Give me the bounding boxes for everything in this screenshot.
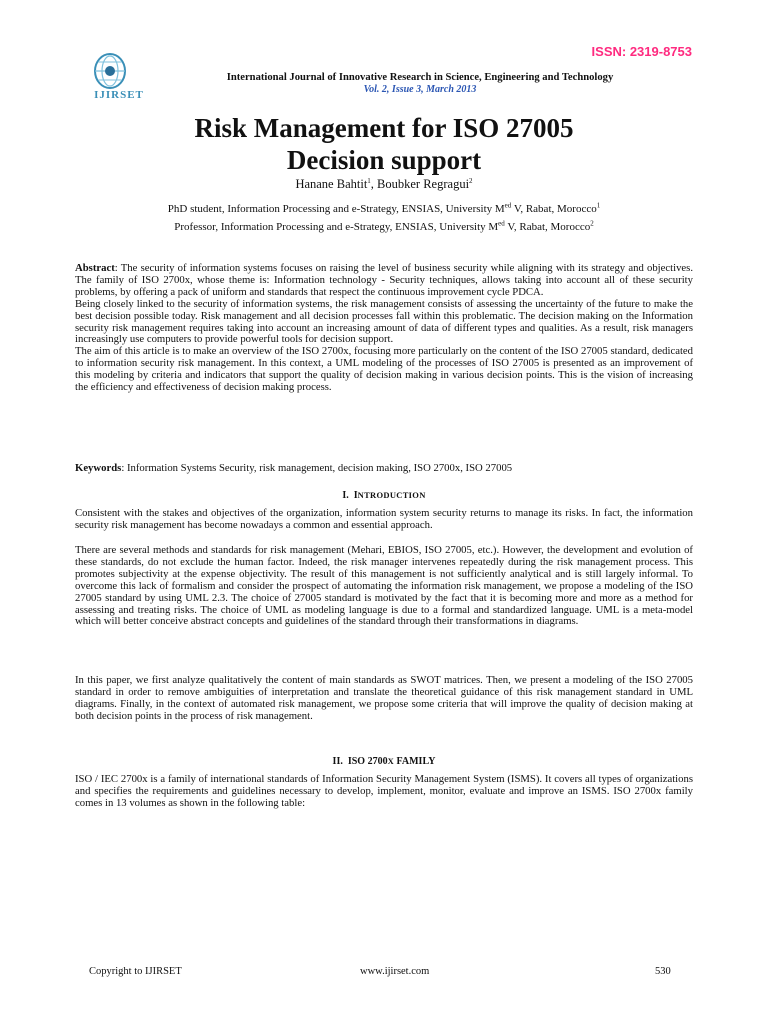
paper-title-line1: Risk Management for ISO 27005	[194, 113, 574, 143]
section-title-part: X	[387, 756, 395, 766]
keywords-line	[75, 463, 693, 475]
section-title-initial: I	[353, 490, 358, 501]
author-name: Boubker Regragui	[377, 177, 470, 191]
footer-copyright: Copyright to IJIRSET	[89, 966, 182, 977]
keywords-text: : Information Systems Security, risk management, decision making, ISO 2700x, ISO 27005	[121, 462, 513, 474]
affiliation-superscript: ed	[504, 201, 512, 210]
affiliation-text: Professor, Information Processing and e-Strategy, ENSIAS, University M	[174, 221, 499, 233]
section-number: II.	[332, 756, 343, 767]
author-affil-mark: 2	[469, 176, 473, 185]
paper-title	[0, 112, 768, 176]
abstract-paragraph	[75, 263, 693, 299]
abstract-paragraph: Being closely linked to the security of information systems, the risk management consists of assessing the uncertainty of the future to make the best decision possible today. Risk management and all decision processes fall within this problematic. The decision making on the Information security risk management requires taking into account an increasing amount of data of different types and qualities. As a result, risk managers increasingly use computers to provide powerful tools for decision support.	[75, 297, 693, 346]
affiliation-text: PhD student, Information Processing and e-Strategy, ENSIAS, University M	[167, 203, 505, 215]
section-title-part: ISO 2700	[347, 756, 388, 767]
footer-website: www.ijirset.com	[360, 966, 430, 977]
paragraph-text: Consistent with the stakes and objectives of the organization, information system security returns to manage its risks. In fact, the information security risk management has become nowadays a common and essential approach.	[75, 507, 693, 531]
author-name: Hanane Bahtit	[295, 177, 368, 191]
affiliation-2	[0, 221, 768, 233]
iso-family-paragraph	[75, 774, 693, 810]
paper-title-line2: Decision support	[286, 145, 482, 175]
intro-paragraph-1	[75, 508, 693, 532]
section-number: I.	[342, 490, 349, 501]
issn-label: ISSN: 2319-8753	[591, 44, 692, 59]
affiliation-text: V, Rabat, Morocco	[511, 203, 597, 215]
paragraph-text: There are several methods and standards for risk management (Mehari, EBIOS, ISO 27005, etc.). However, the development and evolution of these standards, do not exclude the human factor. Indeed, the risk manager intervenes repeatedly during the risk management process. This promotes subjectivity at the expense objectivity. The result of this management is not sufficiently analytical and is still largely informal. To overcome this lack of formalism and consider the prospect of automating the information risk management, we propose a modeling of the ISO 27005 standard by using UML 2.3. The choice of 27005 standard is motivated by the fact that it is becoming more and more as a method for assessing and treating risks. The choice of UML as modeling language is due to a formal and standardized language. UML is a meta-model which will better conceive abstract concepts and guidelines of the standard through their transformations in diagrams.	[75, 544, 693, 628]
section-title-rest: NTRODUCTION	[357, 490, 426, 500]
affiliation-mark: 2	[590, 219, 594, 228]
author-affil-mark: 1	[367, 176, 371, 185]
intro-paragraph-2	[75, 545, 693, 628]
affiliation-1	[0, 203, 768, 215]
section-heading-iso-family	[75, 756, 693, 767]
logo-wordmark: IJIRSET	[94, 89, 144, 101]
journal-volume: Vol. 2, Issue 3, March 2013	[363, 84, 477, 95]
paragraph-text: In this paper, we first analyze qualitatively the content of main standards as SWOT matrices. Then, we present a modeling of the ISO 27005 standard in order to remove ambiguities of interpretation and translate the theoretical guidance of this risk management standard in UML diagrams. Finally, in the context of automated risk management, we propose some criteria that will improve the quality of decision making at both decision points in the process of risk management.	[75, 674, 693, 722]
author-separator: ,	[370, 177, 378, 191]
journal-name: International Journal of Innovative Research in Science, Engineering and Technology	[226, 72, 614, 83]
abstract-label: Abstract	[75, 262, 115, 274]
section-heading-introduction	[75, 490, 693, 501]
affiliation-mark: 1	[596, 201, 601, 210]
affiliation-text: V, Rabat, Morocco	[504, 221, 591, 233]
footer-page-number: 530	[655, 966, 671, 977]
abstract	[75, 263, 693, 394]
paragraph-text: ISO / IEC 2700x is a family of international standards of Information Security Management System (ISMS). It covers all types of organizations and specifies the requirements and guidelines necessary to develop, implement, monitor, evaluate and improve an ISMS. ISO 2700x family comes in 13 volumes as shown in the following table:	[75, 773, 693, 809]
abstract-paragraph: The aim of this article is to make an overview of the ISO 2700x, focusing more particularly on the content of the ISO 27005 standard, dedicated to information security risk management. In this context, a UML modeling of the processes of ISO 27005 is presented as an improvement of this modeling by criteria and indicators that support the quality of decision making in various decision points. This is the vision of increasing the efficiency and effectiveness of decision making process.	[75, 345, 693, 394]
section-title-part: FAMILY	[394, 756, 436, 767]
affiliation-superscript: ed	[498, 219, 505, 228]
keywords-label: Keywords	[75, 462, 122, 474]
keywords	[75, 463, 693, 475]
abstract-text: : The security of information systems focuses on raising the level of business security while aligning with its strategy and objectives. The family of ISO 2700x, whose theme is: Information technology - Security techniques, allows taking into account all of these security problems, by offering a pack of uniform and standards that respect the continuous improvement cycle PDCA.	[75, 262, 693, 298]
intro-paragraph-3	[75, 675, 693, 723]
authors	[0, 177, 768, 192]
